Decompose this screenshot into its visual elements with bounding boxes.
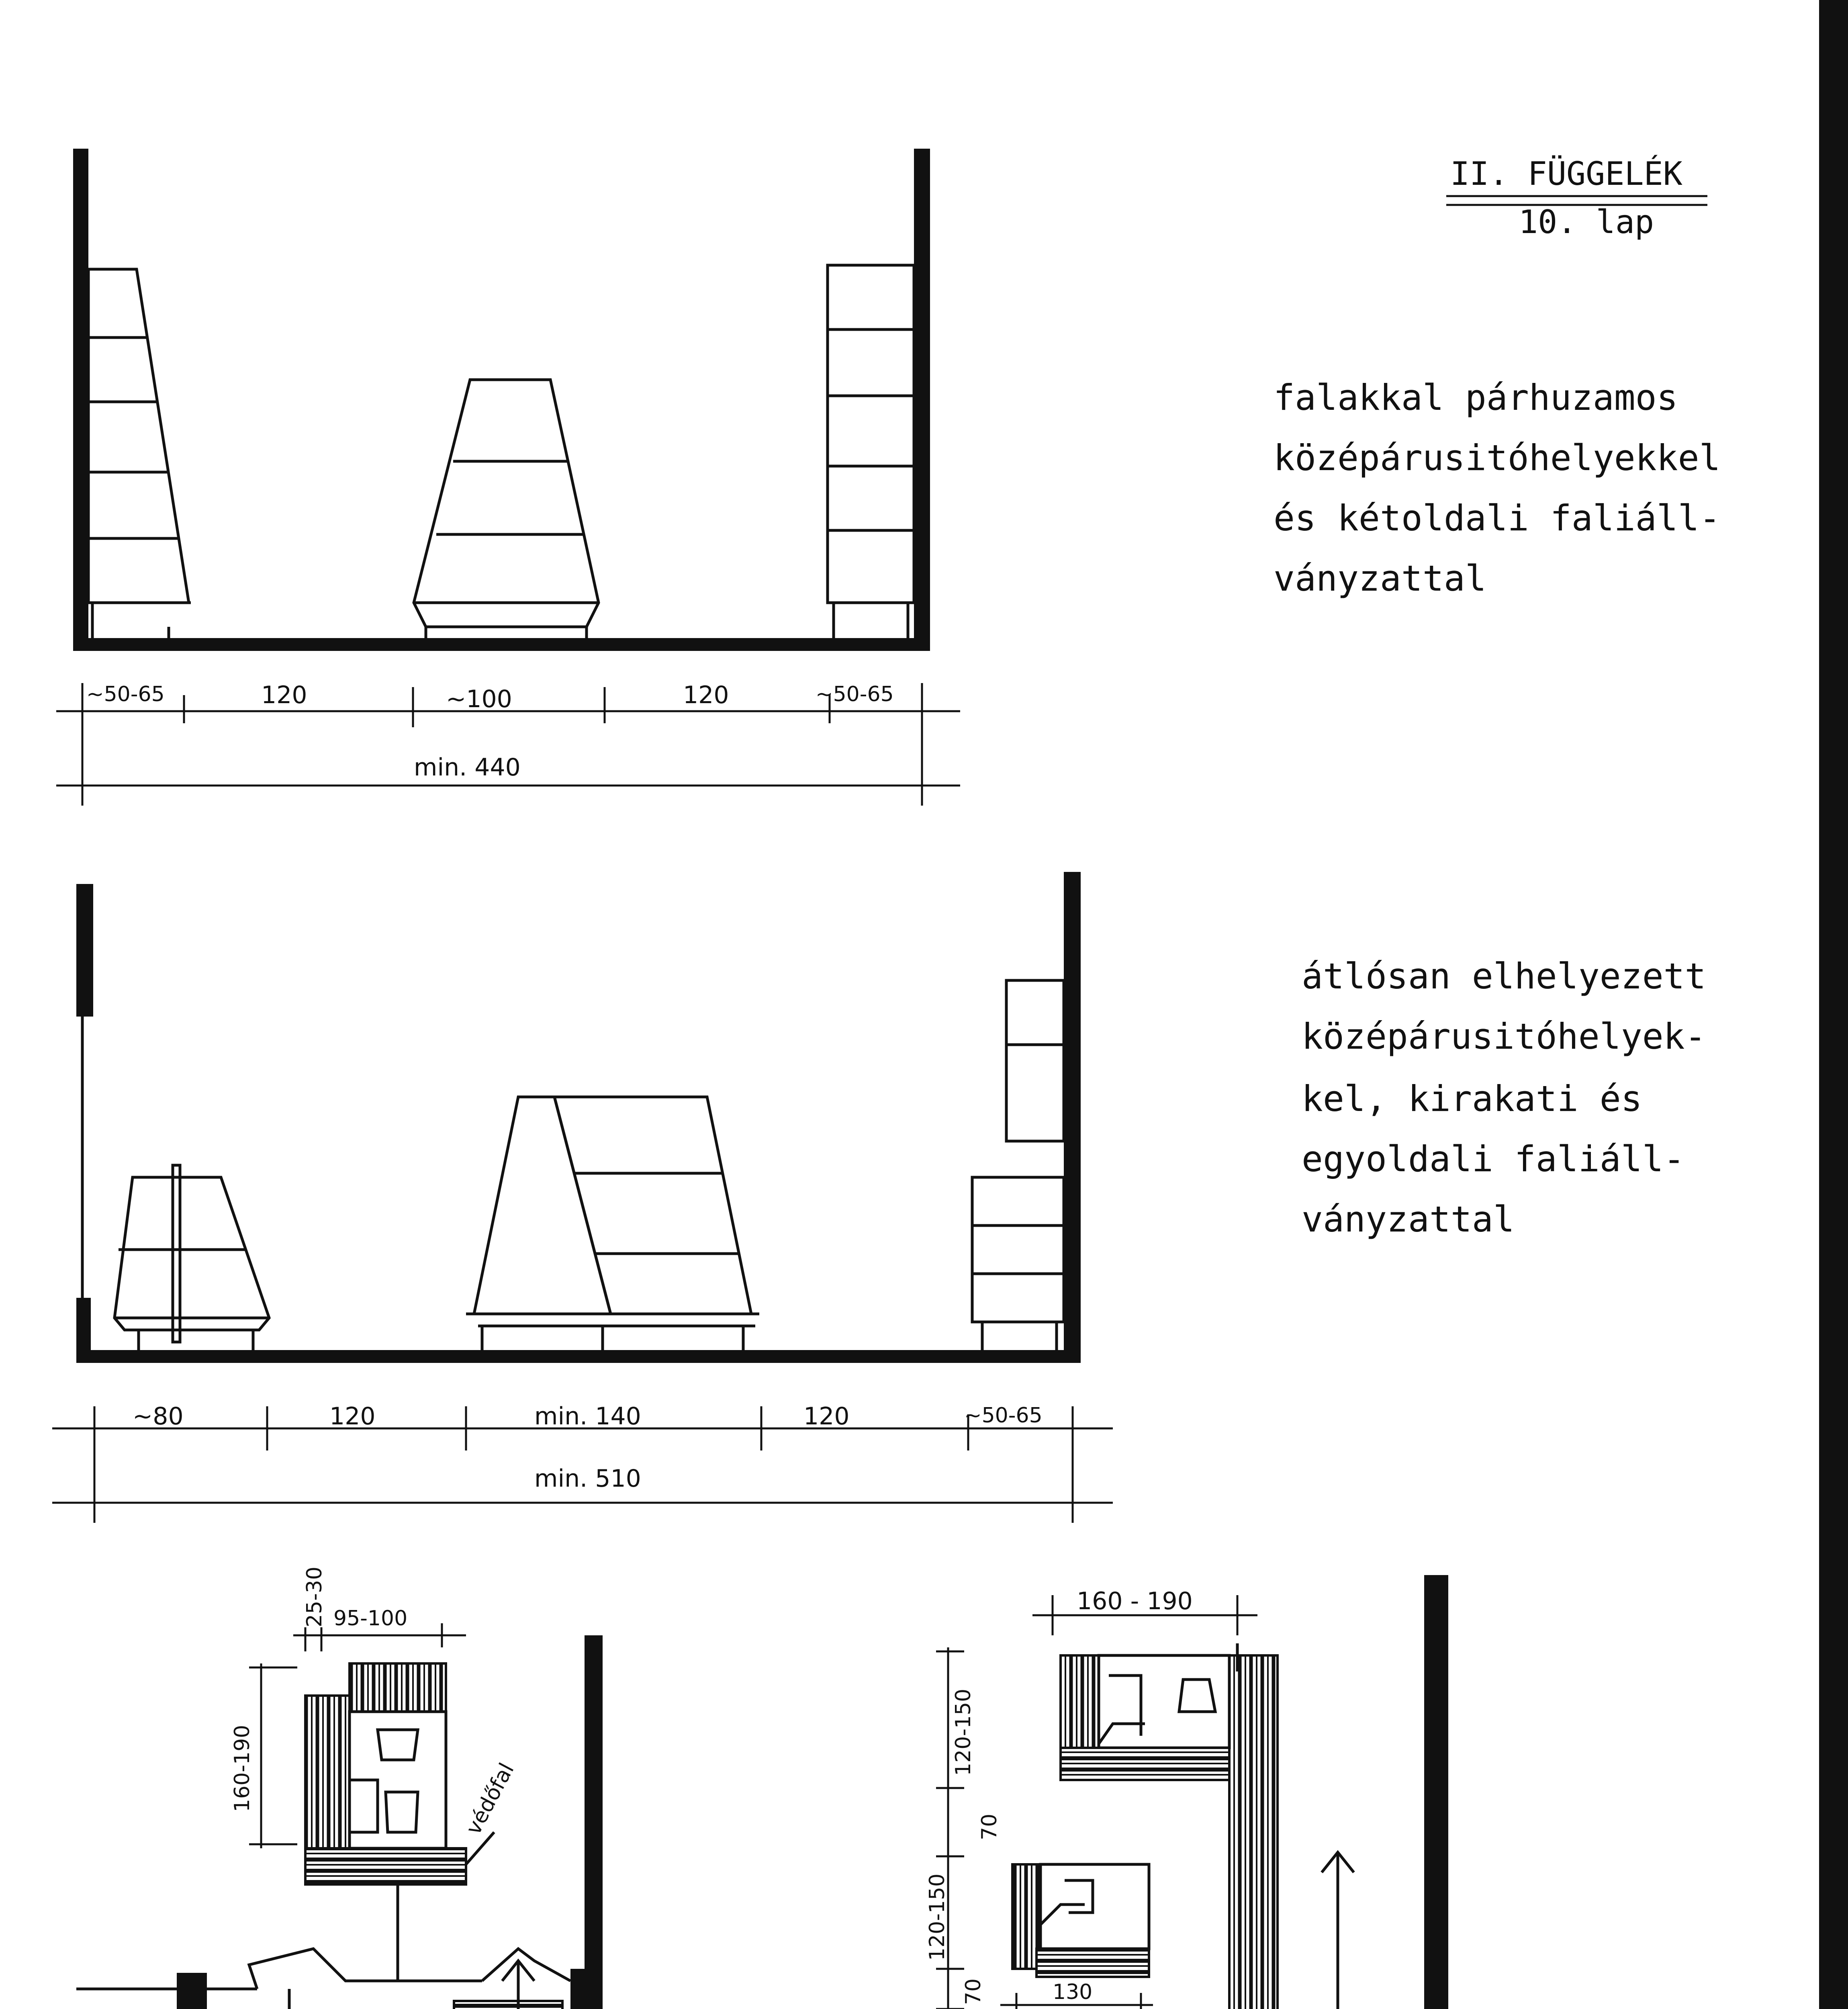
right-wall-shelf-unit bbox=[972, 980, 1064, 1350]
right-wall-shelf-unit bbox=[828, 265, 914, 638]
dim-3: min. 140 bbox=[534, 1402, 641, 1430]
floor bbox=[76, 1350, 1081, 1363]
side-wall bbox=[1424, 1575, 1448, 2009]
shop-window-post bbox=[76, 884, 93, 1017]
figure-2-dimensions bbox=[52, 1402, 1113, 1523]
caption-line: ványzattal bbox=[1302, 1199, 1515, 1240]
figure-1-parallel-shelving bbox=[56, 149, 1721, 806]
caption-line: átlósan elhelyezett bbox=[1302, 955, 1706, 997]
figure-2-caption bbox=[1302, 955, 1706, 1240]
header bbox=[1446, 155, 1707, 241]
caption-line: középárusitóhelyek- bbox=[1302, 1016, 1706, 1057]
caption-line: középárusitóhelyekkel bbox=[1274, 437, 1721, 479]
diagonal-center-unit bbox=[466, 1097, 759, 1350]
appendix-title: II. FÜGGELÉK bbox=[1450, 155, 1682, 192]
dim-small-width: 130 bbox=[1053, 1980, 1093, 2004]
dim-width: 95-100 bbox=[333, 1606, 408, 1631]
right-wall bbox=[1064, 872, 1081, 1362]
entrance-line bbox=[76, 1949, 603, 2009]
left-wall-shelf-unit bbox=[88, 269, 191, 638]
dim-4: 120 bbox=[683, 681, 729, 709]
dim-3: ~100 bbox=[446, 685, 512, 713]
figure-2-diagonal-shelving bbox=[52, 872, 1706, 1523]
caption-line: és kétoldali faliáll- bbox=[1274, 497, 1721, 539]
right-wall bbox=[914, 149, 930, 651]
dim-total: min. 510 bbox=[534, 1465, 641, 1493]
dim-2: 120 bbox=[329, 1402, 376, 1430]
figure-1-caption bbox=[1274, 377, 1721, 599]
protective-wall-label: védőfal bbox=[461, 1759, 519, 1839]
center-gondola bbox=[414, 380, 599, 638]
dim-1: ~50-65 bbox=[86, 682, 165, 706]
figure-1-dimensions bbox=[56, 681, 960, 806]
caption-line: kel, kirakati és bbox=[1302, 1078, 1642, 1119]
figure-3-twin-checkout-plan bbox=[76, 1567, 641, 2009]
caption-line: falakkal párhuzamos bbox=[1274, 377, 1678, 418]
window-gondola bbox=[114, 1165, 269, 1350]
left-wall bbox=[73, 149, 88, 651]
dim-h1: 120-150 bbox=[951, 1688, 975, 1776]
dim-total: min. 440 bbox=[414, 753, 521, 782]
dim-5: ~50-65 bbox=[816, 682, 894, 706]
dim-bottom-gap: 70 bbox=[961, 1978, 985, 2005]
floor bbox=[73, 638, 930, 651]
figure-4-vestibule-plan bbox=[651, 1575, 1448, 2009]
lower-checkout-desk bbox=[1012, 1864, 1149, 1977]
dim-5: ~50-65 bbox=[964, 1403, 1043, 1428]
dim-1: ~80 bbox=[133, 1402, 184, 1430]
side-wall bbox=[585, 1635, 603, 2009]
page-reference: 10. lap bbox=[1519, 203, 1654, 241]
dim-width: 160 - 190 bbox=[1077, 1587, 1193, 1615]
page-edge-stripe bbox=[1819, 0, 1848, 2009]
caption-line: egyoldali faliáll- bbox=[1302, 1138, 1685, 1180]
dim-h2: 120-150 bbox=[925, 1873, 949, 1961]
dim-gap: 70 bbox=[977, 1813, 1002, 1840]
dim-top-gap: 25-30 bbox=[303, 1566, 327, 1627]
dim-height: 160-190 bbox=[230, 1725, 254, 1812]
dim-4: 120 bbox=[803, 1402, 850, 1430]
figure-4-dimensions bbox=[925, 1587, 1257, 2009]
caption-line: ványzattal bbox=[1274, 558, 1486, 599]
dim-2: 120 bbox=[261, 681, 307, 709]
